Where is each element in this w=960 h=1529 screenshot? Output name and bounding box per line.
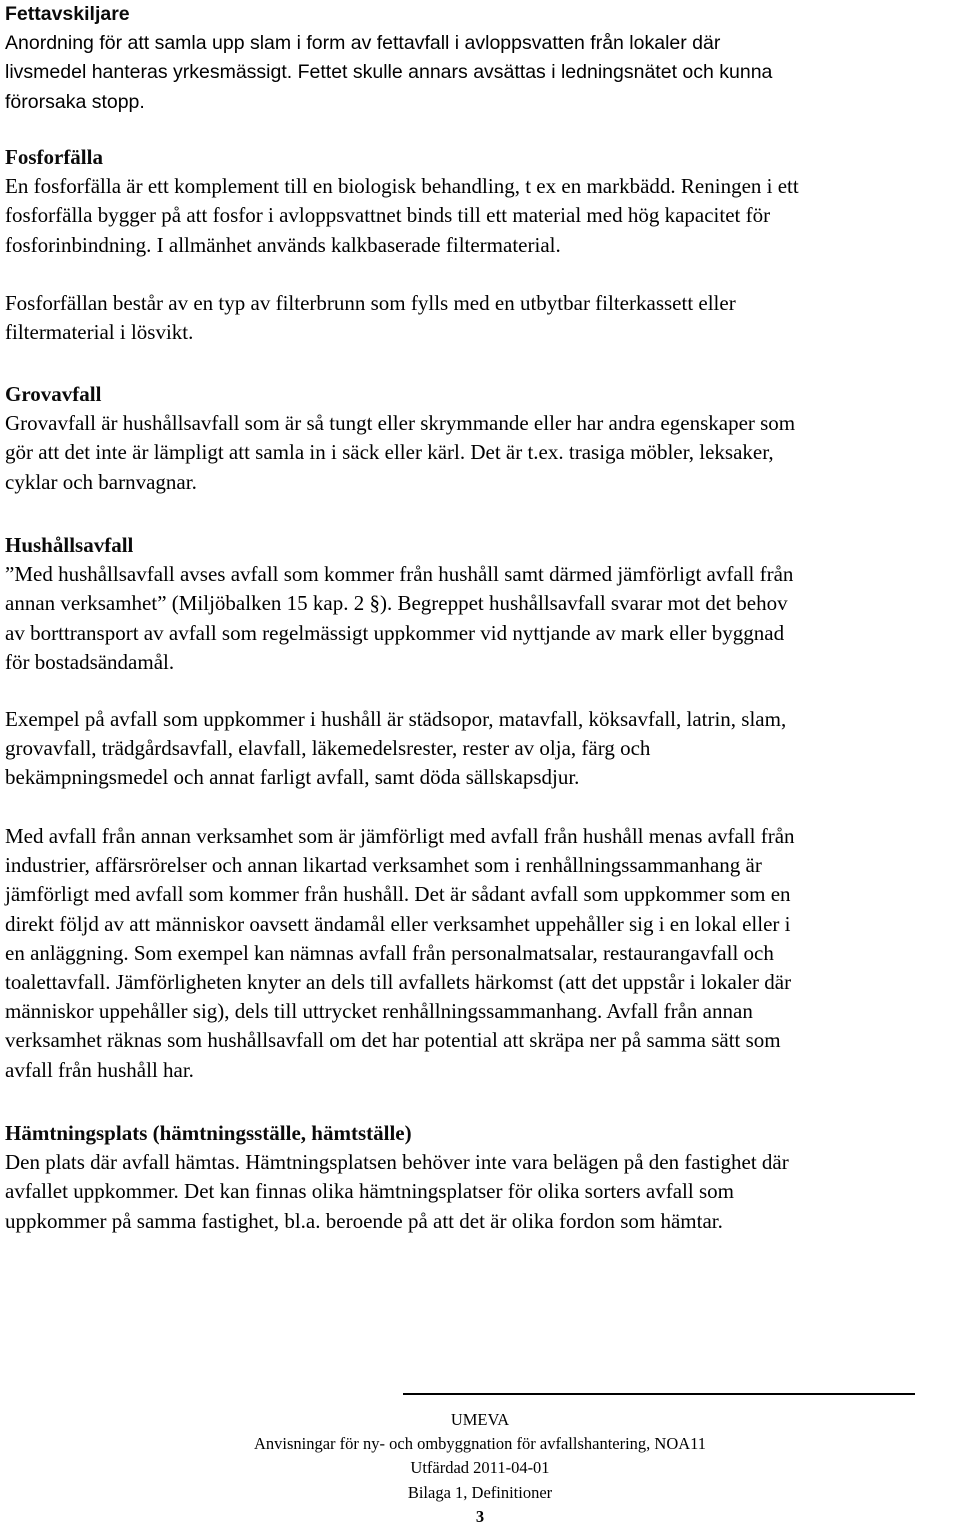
section-grovavfall bbox=[5, 380, 957, 497]
paragraph-line: bekämpningsmedel och annat farligt avfall, samt döda sällskapsdjur. bbox=[5, 765, 580, 790]
paragraph-annan-verksamhet bbox=[5, 822, 957, 1085]
paragraph-line: Med avfall från annan verksamhet som är jämförligt med avfall från hushåll menas avfall från bbox=[5, 824, 795, 848]
paragraph-line: livsmedel hanteras yrkesmässigt. Fettet skulle annars avsättas i ledningsnätet och kunna bbox=[5, 61, 773, 84]
section-heading: Hushållsavfall bbox=[5, 533, 134, 557]
paragraph-line: förorsaka stopp. bbox=[5, 90, 145, 113]
paragraph-fosforfallan bbox=[5, 289, 957, 347]
paragraph-line: gör att det inte är lämpligt att samla in i säck eller kärl. Det är t.ex. trasiga möbler, leksaker, bbox=[5, 440, 774, 465]
paragraph-line: för bostadsändamål. bbox=[5, 649, 175, 674]
section-heading: Grovavfall bbox=[5, 382, 102, 406]
paragraph-line: Den plats där avfall hämtas. Hämtningsplatsen behöver inte vara belägen på den fastighet där bbox=[5, 1150, 789, 1175]
section-heading: Fettavskiljare bbox=[5, 3, 130, 25]
footer-issued-date: Utfärdad 2011-04-01 bbox=[410, 1458, 550, 1478]
section-fettavskiljare bbox=[5, 0, 957, 117]
paragraph-line: ”Med hushållsavfall avses avfall som kommer från hushåll samt därmed jämförligt avfall från bbox=[5, 562, 794, 587]
paragraph-line: En fosforfälla är ett komplement till en biologisk behandling, t ex en markbädd. Reningen i ett bbox=[5, 174, 799, 199]
page-footer bbox=[0, 1408, 960, 1529]
section-hushallsavfall bbox=[5, 531, 957, 677]
paragraph-line: Fosforfällan består av en typ av filterbrunn som fylls med en utbytbar filterkassett eller bbox=[5, 291, 736, 315]
paragraph-line: grovavfall, trädgårdsavfall, elavfall, läkemedelsrester, rester av olja, färg och bbox=[5, 736, 651, 761]
page-number: 3 bbox=[475, 1506, 485, 1526]
footer-divider bbox=[403, 1393, 915, 1395]
section-hamtningsplats bbox=[5, 1119, 957, 1236]
paragraph-line: fosforinbindning. I allmänhet används kalkbaserade filtermaterial. bbox=[5, 232, 561, 257]
paragraph-line: fosforfälla bygger på att fosfor i avloppsvattnet binds till ett material med hög kapacitet för bbox=[5, 203, 771, 228]
paragraph-line: avfallet uppkommer. Det kan finnas olika hämtningsplatser för olika sorters avfall som bbox=[5, 1179, 734, 1204]
paragraph-line: Grovavfall är hushållsavfall som är så tungt eller skrymmande eller har andra egenskaper som bbox=[5, 411, 796, 436]
section-heading: Fosforfälla bbox=[5, 145, 103, 169]
paragraph-line: jämförligt med avfall som kommer från hushåll. Det är sådant avfall som uppkommer som en bbox=[5, 882, 791, 907]
paragraph-line: Exempel på avfall som uppkommer i hushåll är städsopor, matavfall, köksavfall, latrin, slam, bbox=[5, 707, 787, 731]
paragraph-line: uppkommer på samma fastighet, bl.a. beroende på att det är olika fordon som hämtar. bbox=[5, 1208, 723, 1233]
footer-document-title: Anvisningar för ny- och ombyggnation för avfallshantering, NOA11 bbox=[253, 1434, 707, 1454]
paragraph-line: människor uppehåller sig), dels till uttrycket renhållningssammanhang. Avfall från annan bbox=[5, 999, 753, 1024]
footer-org: UMEVA bbox=[450, 1410, 510, 1429]
paragraph-line: en anläggning. Som exempel kan nämnas avfall från personalmatsalar, restaurangavfall och bbox=[5, 940, 774, 965]
section-fosforfalla bbox=[5, 143, 957, 260]
paragraph-line: avfall från hushåll har. bbox=[5, 1057, 194, 1082]
paragraph-line: av borttransport av avfall som regelmässigt uppkommer vid nyttjande av mark eller byggnad bbox=[5, 620, 785, 645]
footer-appendix: Bilaga 1, Definitioner bbox=[407, 1482, 553, 1502]
paragraph-line: annan verksamhet” (Miljöbalken 15 kap. 2 §). Begreppet hushållsavfall svarar mot det behov bbox=[5, 591, 788, 616]
section-heading: Hämtningsplats (hämtningsställe, hämtställe) bbox=[5, 1121, 412, 1145]
paragraph-line: verksamhet räknas som hushållsavfall om det har potential att skräpa ner på samma sätt som bbox=[5, 1028, 781, 1053]
paragraph-line: toalettavfall. Jämförligheten knyter an dels till avfallets härkomst (att det uppstår i lokaler där bbox=[5, 970, 792, 995]
paragraph-line: cyklar och barnvagnar. bbox=[5, 469, 197, 494]
paragraph-line: industrier, affärsrörelser och annan likartad verksamhet som i renhållningssammanhang är bbox=[5, 853, 762, 878]
paragraph-line: Anordning för att samla upp slam i form av fettavfall i avloppsvatten från lokaler där bbox=[5, 32, 721, 55]
paragraph-line: direkt följd av att människor oavsett ändamål eller verksamhet uppehåller sig i en lokal eller i bbox=[5, 911, 791, 936]
paragraph-line: filtermaterial i lösvikt. bbox=[5, 320, 194, 345]
paragraph-exempel bbox=[5, 705, 957, 793]
